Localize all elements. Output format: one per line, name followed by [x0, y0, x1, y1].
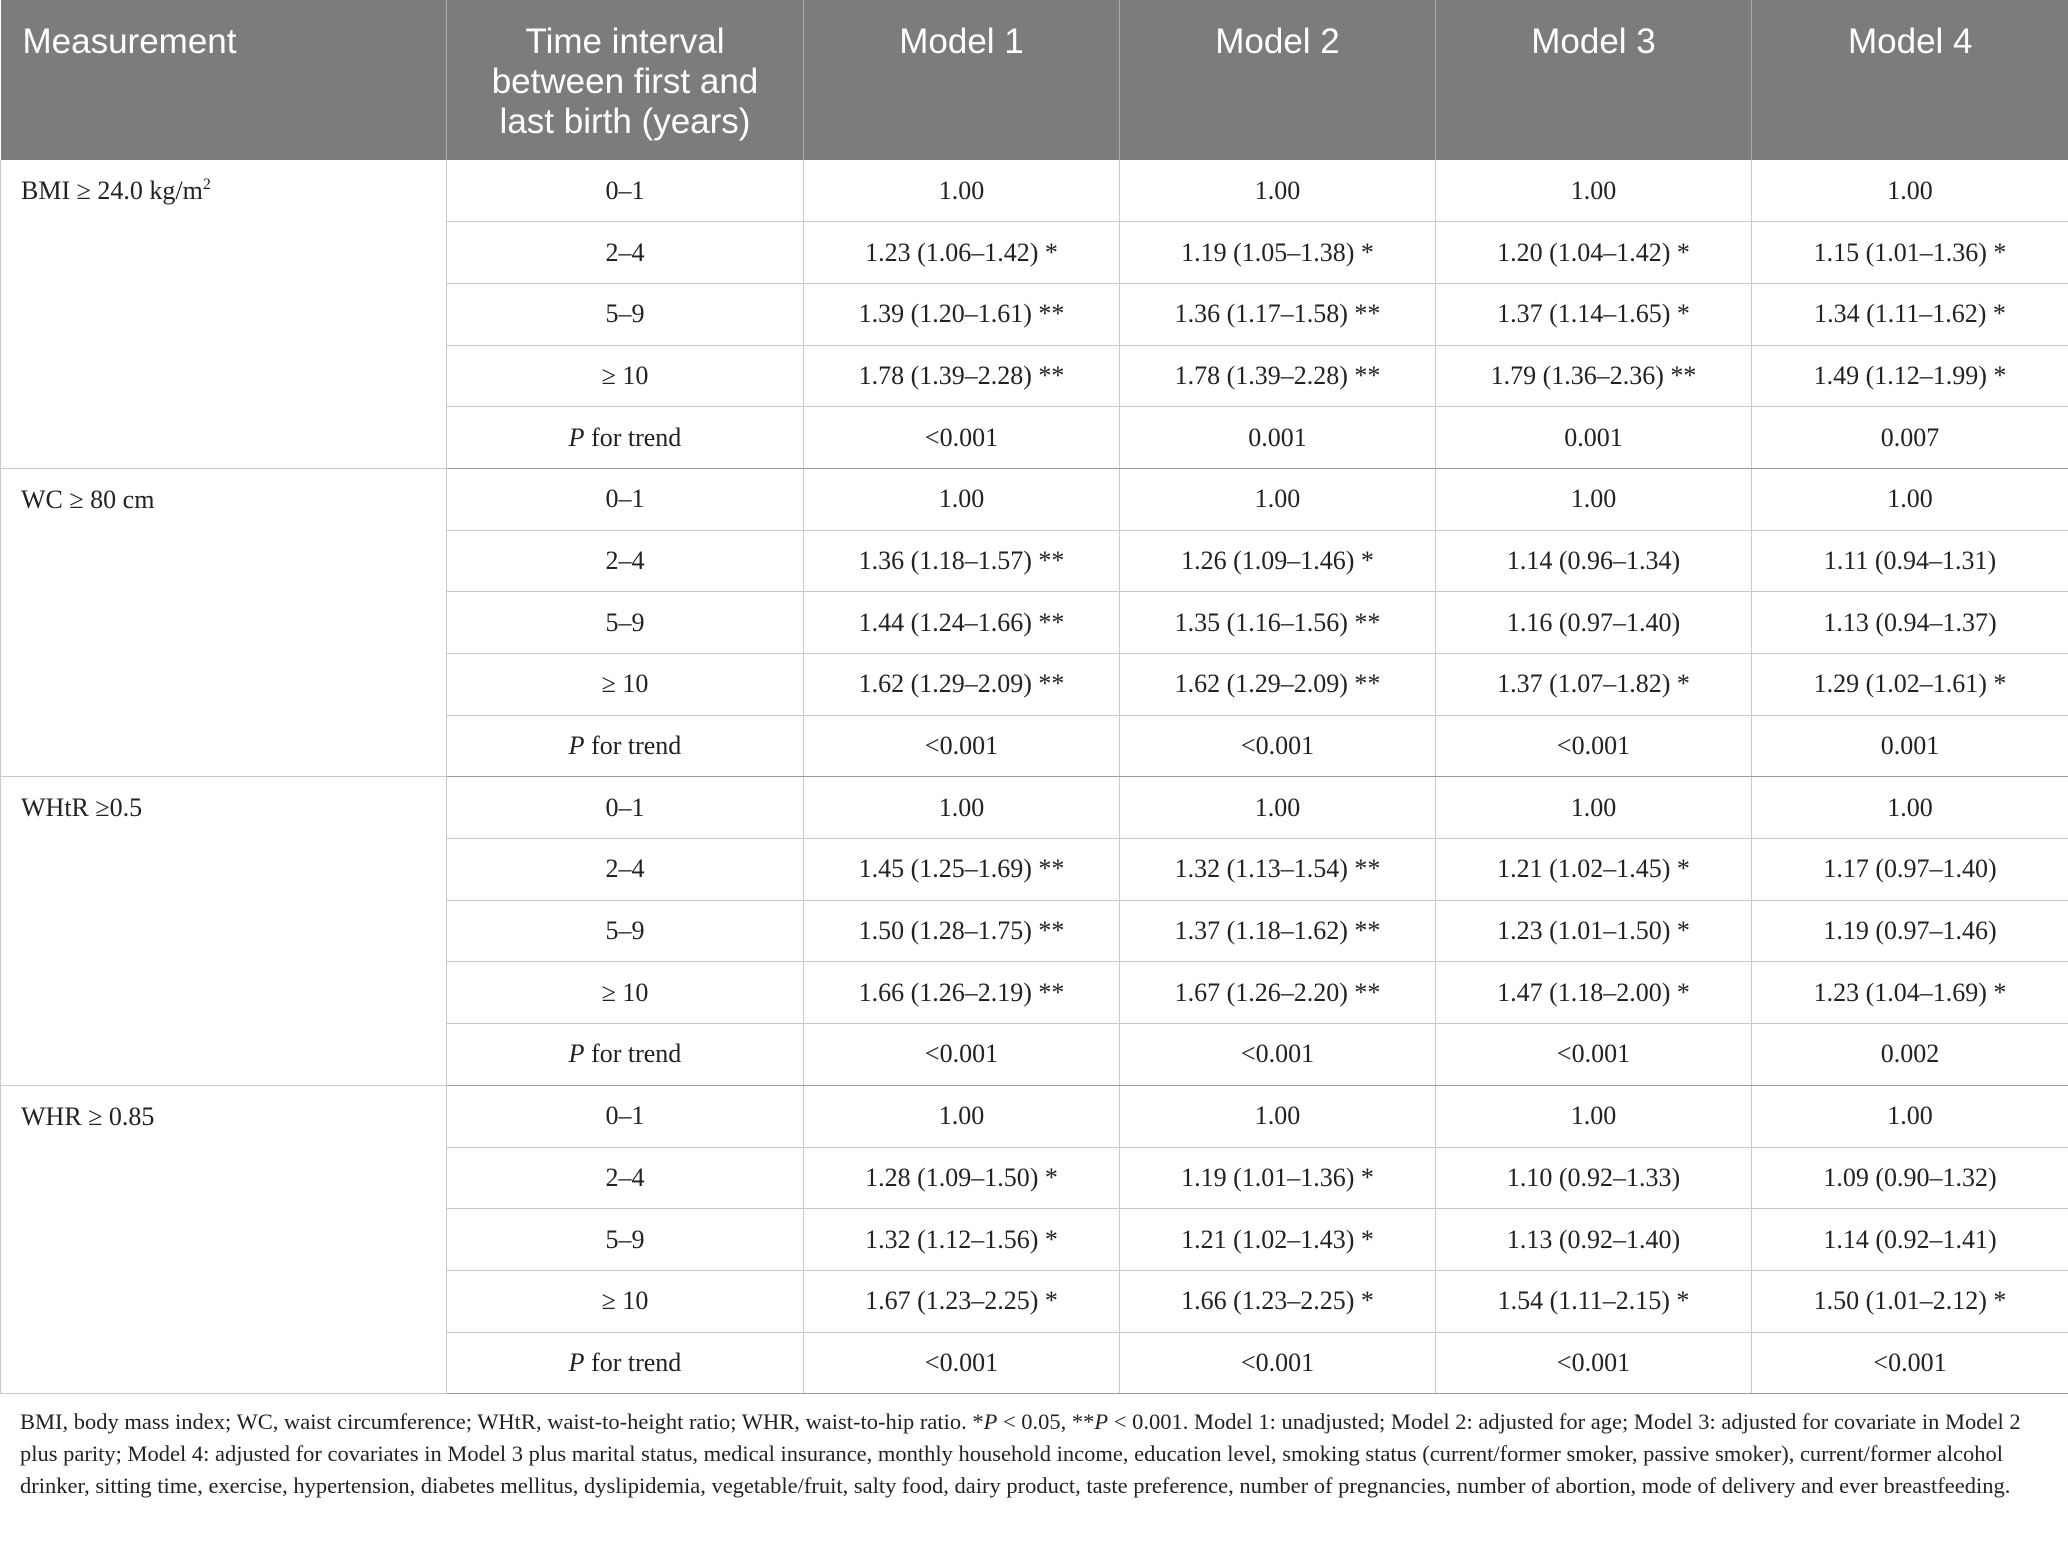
model-2-value: 1.66 (1.23–2.25) *: [1120, 1270, 1436, 1332]
model-2-value: 1.78 (1.39–2.28) **: [1120, 345, 1436, 407]
model-2-value: 1.37 (1.18–1.62) **: [1120, 900, 1436, 962]
model-2-value: <0.001: [1120, 1332, 1436, 1394]
model-3-value: 1.37 (1.07–1.82) *: [1436, 654, 1752, 716]
header-model-1: Model 1: [804, 0, 1120, 160]
time-interval-cell: 0–1: [447, 777, 804, 839]
measurement-label: [1, 468, 447, 776]
time-interval-cell: 2–4: [447, 222, 804, 284]
model-3-value: 1.23 (1.01–1.50) *: [1436, 900, 1752, 962]
header-model-4: Model 4: [1752, 0, 2068, 160]
header-model-2: Model 2: [1120, 0, 1436, 160]
model-4-value: 1.23 (1.04–1.69) *: [1752, 962, 2068, 1024]
measurement-label: [1, 1085, 447, 1393]
footnote-part3: < 0.001. Model 1: unadjusted; Model 2: adjusted for age; Model 3: adjusted for covariate in Model 2 plus parity; Model 4: adjusted for covariates in Model 3 plus marital status, medical insurance, monthly household income, education level, smoking status (current/former smoker, passive smoker), current/former alcohol drinker, sitting time, exercise, hypertension, diabetes mellitus, dyslipidemia, vegetable/fruit, salty food, dairy product, taste preference, number of pregnancies, number of abortion, mode of delivery and ever breastfeeding.: [20, 1409, 2021, 1498]
p-symbol: P: [568, 731, 585, 761]
model-4-value: 1.19 (0.97–1.46): [1752, 900, 2068, 962]
measurement-label: [1, 160, 447, 468]
model-4-value: 1.11 (0.94–1.31): [1752, 530, 2068, 592]
model-4-value: 1.09 (0.90–1.32): [1752, 1147, 2068, 1209]
p-symbol: P: [568, 1039, 585, 1069]
model-4-value: 1.00: [1752, 777, 2068, 839]
model-3-value: 1.37 (1.14–1.65) *: [1436, 283, 1752, 345]
model-2-value: 1.62 (1.29–2.09) **: [1120, 654, 1436, 716]
model-1-value: <0.001: [804, 1024, 1120, 1086]
model-1-value: <0.001: [804, 1332, 1120, 1394]
model-4-value: 1.00: [1752, 160, 2068, 222]
measurement-label-text: WC ≥ 80 cm: [21, 484, 155, 514]
p-symbol: P: [568, 422, 585, 452]
model-1-value: 1.78 (1.39–2.28) **: [804, 345, 1120, 407]
table-row: [1, 468, 2068, 530]
footnote-p2: P: [1094, 1409, 1109, 1434]
header-measurement: Measurement: [1, 0, 447, 160]
measurement-label-text: WHR ≥ 0.85: [21, 1101, 155, 1131]
model-2-value: 1.19 (1.01–1.36) *: [1120, 1147, 1436, 1209]
model-1-value: 1.00: [804, 160, 1120, 222]
footnote-part2: < 0.05, **: [997, 1409, 1095, 1434]
time-interval-cell: [447, 1332, 804, 1394]
time-interval-cell: 5–9: [447, 592, 804, 654]
model-1-value: 1.44 (1.24–1.66) **: [804, 592, 1120, 654]
model-1-value: <0.001: [804, 407, 1120, 469]
time-interval-cell: ≥ 10: [447, 345, 804, 407]
header-time-interval: [447, 0, 804, 160]
model-1-value: 1.23 (1.06–1.42) *: [804, 222, 1120, 284]
header-interval-line1: Time interval: [525, 22, 725, 61]
model-4-value: 0.007: [1752, 407, 2068, 469]
model-1-value: 1.39 (1.20–1.61) **: [804, 283, 1120, 345]
model-2-value: 1.00: [1120, 160, 1436, 222]
measurement-label-superscript: 2: [202, 176, 211, 193]
model-1-value: 1.00: [804, 1085, 1120, 1147]
model-3-value: <0.001: [1436, 715, 1752, 777]
model-4-value: <0.001: [1752, 1332, 2068, 1394]
model-2-value: 1.00: [1120, 1085, 1436, 1147]
time-interval-cell: ≥ 10: [447, 1270, 804, 1332]
table-row: [1, 160, 2068, 222]
time-interval-cell: ≥ 10: [447, 962, 804, 1024]
model-3-value: <0.001: [1436, 1024, 1752, 1086]
table-footnote: [20, 1406, 2050, 1502]
model-1-value: 1.00: [804, 777, 1120, 839]
model-4-value: 1.00: [1752, 468, 2068, 530]
model-1-value: 1.45 (1.25–1.69) **: [804, 839, 1120, 901]
measurement-label-text: BMI ≥ 24.0 kg/m: [21, 176, 203, 205]
model-3-value: 1.00: [1436, 468, 1752, 530]
model-1-value: 1.32 (1.12–1.56) *: [804, 1209, 1120, 1271]
header-model-3: Model 3: [1436, 0, 1752, 160]
model-4-value: 1.00: [1752, 1085, 2068, 1147]
time-interval-cell: 2–4: [447, 530, 804, 592]
measurement-label-text: WHtR ≥0.5: [21, 793, 143, 823]
table-header: [1, 0, 2068, 160]
model-3-value: <0.001: [1436, 1332, 1752, 1394]
model-1-value: 1.28 (1.09–1.50) *: [804, 1147, 1120, 1209]
time-interval-cell: [447, 1024, 804, 1086]
model-4-value: 1.50 (1.01–2.12) *: [1752, 1270, 2068, 1332]
model-1-value: 1.50 (1.28–1.75) **: [804, 900, 1120, 962]
model-4-value: 1.14 (0.92–1.41): [1752, 1209, 2068, 1271]
model-2-value: <0.001: [1120, 1024, 1436, 1086]
model-4-value: 0.001: [1752, 715, 2068, 777]
model-2-value: 1.00: [1120, 468, 1436, 530]
model-3-value: 1.00: [1436, 1085, 1752, 1147]
model-4-value: 1.29 (1.02–1.61) *: [1752, 654, 2068, 716]
time-interval-cell: 0–1: [447, 468, 804, 530]
time-interval-cell: 5–9: [447, 283, 804, 345]
model-1-value: 1.67 (1.23–2.25) *: [804, 1270, 1120, 1332]
header-interval-line2: between first and: [491, 62, 759, 101]
model-1-value: <0.001: [804, 715, 1120, 777]
model-4-value: 1.49 (1.12–1.99) *: [1752, 345, 2068, 407]
model-1-value: 1.36 (1.18–1.57) **: [804, 530, 1120, 592]
model-2-value: 1.21 (1.02–1.43) *: [1120, 1209, 1436, 1271]
model-3-value: 1.21 (1.02–1.45) *: [1436, 839, 1752, 901]
model-3-value: 1.47 (1.18–2.00) *: [1436, 962, 1752, 1024]
header-interval-line3: last birth (years): [499, 102, 751, 141]
model-2-value: 1.00: [1120, 777, 1436, 839]
time-interval-cell: [447, 715, 804, 777]
model-2-value: 1.26 (1.09–1.46) *: [1120, 530, 1436, 592]
model-2-value: 1.36 (1.17–1.58) **: [1120, 283, 1436, 345]
model-4-value: 1.13 (0.94–1.37): [1752, 592, 2068, 654]
time-interval-cell: 2–4: [447, 1147, 804, 1209]
model-2-value: 1.19 (1.05–1.38) *: [1120, 222, 1436, 284]
model-3-value: 1.13 (0.92–1.40): [1436, 1209, 1752, 1271]
footnote-p1: P: [983, 1409, 998, 1434]
for-trend-text: for trend: [584, 1347, 682, 1377]
time-interval-cell: ≥ 10: [447, 654, 804, 716]
p-symbol: P: [568, 1347, 585, 1377]
for-trend-text: for trend: [584, 1039, 682, 1069]
model-4-value: 1.15 (1.01–1.36) *: [1752, 222, 2068, 284]
model-2-value: 1.67 (1.26–2.20) **: [1120, 962, 1436, 1024]
for-trend-text: for trend: [584, 731, 682, 761]
time-interval-cell: 0–1: [447, 160, 804, 222]
model-1-value: 1.62 (1.29–2.09) **: [804, 654, 1120, 716]
time-interval-cell: 5–9: [447, 900, 804, 962]
measurement-label: [1, 777, 447, 1085]
model-1-value: 1.66 (1.26–2.19) **: [804, 962, 1120, 1024]
model-2-value: <0.001: [1120, 715, 1436, 777]
model-3-value: 1.10 (0.92–1.33): [1436, 1147, 1752, 1209]
model-4-value: 1.17 (0.97–1.40): [1752, 839, 2068, 901]
model-2-value: 1.35 (1.16–1.56) **: [1120, 592, 1436, 654]
model-3-value: 1.00: [1436, 160, 1752, 222]
time-interval-cell: [447, 407, 804, 469]
time-interval-cell: 2–4: [447, 839, 804, 901]
model-2-value: 1.32 (1.13–1.54) **: [1120, 839, 1436, 901]
model-1-value: 1.00: [804, 468, 1120, 530]
model-4-value: 0.002: [1752, 1024, 2068, 1086]
time-interval-cell: 5–9: [447, 1209, 804, 1271]
footnote-part1: BMI, body mass index; WC, waist circumference; WHtR, waist-to-height ratio; WHR, waist-to-hip ratio. *: [20, 1409, 984, 1434]
for-trend-text: for trend: [584, 422, 682, 452]
model-3-value: 1.79 (1.36–2.36) **: [1436, 345, 1752, 407]
table-row: [1, 1085, 2068, 1147]
model-3-value: 1.00: [1436, 777, 1752, 839]
model-2-value: 0.001: [1120, 407, 1436, 469]
model-3-value: 1.14 (0.96–1.34): [1436, 530, 1752, 592]
model-3-value: 0.001: [1436, 407, 1752, 469]
model-4-value: 1.34 (1.11–1.62) *: [1752, 283, 2068, 345]
table-row: [1, 777, 2068, 839]
table-body: [1, 160, 2068, 1394]
model-3-value: 1.54 (1.11–2.15) *: [1436, 1270, 1752, 1332]
model-3-value: 1.16 (0.97–1.40): [1436, 592, 1752, 654]
model-3-value: 1.20 (1.04–1.42) *: [1436, 222, 1752, 284]
time-interval-cell: 0–1: [447, 1085, 804, 1147]
